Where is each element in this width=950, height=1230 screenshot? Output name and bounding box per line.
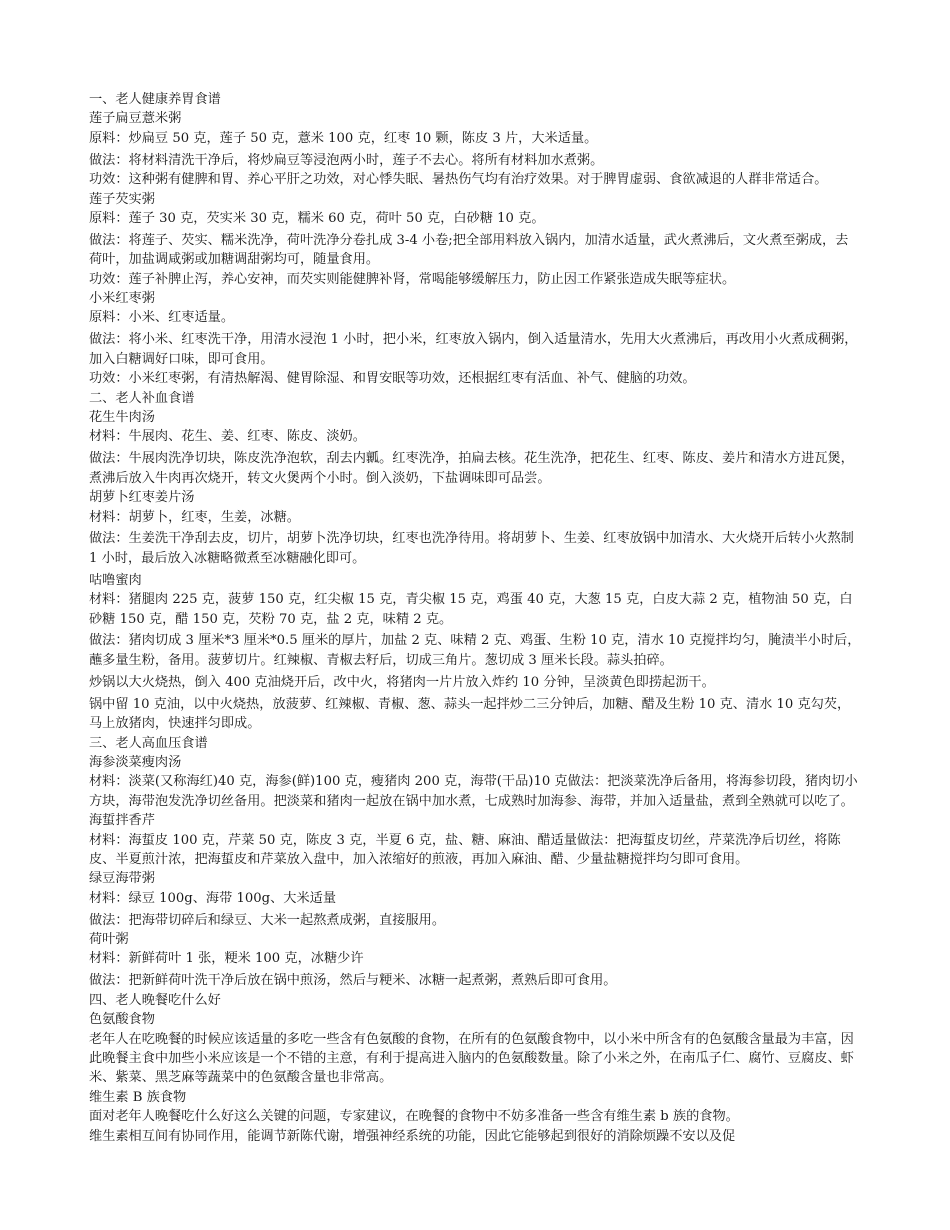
recipe-title: 海蜇拌香芹 [89, 813, 155, 829]
recipe-method: 做法：把海带切碎后和绿豆、大米一起熬煮成粥，直接服用。 [89, 912, 446, 928]
recipe-title: 咕噜蜜肉 [89, 572, 142, 588]
recipe-effect: 功效：小米红枣粥，有清热解渴、健胃除湿、和胃安眠等功效，还根据红枣有活血、补气、健脑的功效。 [89, 371, 696, 387]
recipe-ingredients: 材料：新鲜荷叶 1 张，粳米 100 克，冰糖少许 [89, 951, 364, 967]
recipe-ingredients: 原料：小米、红枣适量。 [89, 310, 235, 326]
recipe-method: 做法：牛展肉洗净切块，陈皮洗净泡软，刮去内瓤。红枣洗净，拍扁去核。花生洗净，把花生、红枣、陈皮、姜片和清水方进瓦煲，煮沸后放入牛肉再次烧开，转文火煲两个小时。倒入淡奶，下盐调味即可品尝。 [89, 451, 854, 486]
recipe-title: 荷叶粥 [89, 932, 129, 948]
recipe-method: 做法：生姜洗干净刮去皮，切片，胡萝卜洗净切块，红枣也洗净待用。将胡萝卜、生姜、红枣放锅中加清水、大火烧开后转小火熬制 1 小时，最后放入冰糖略微煮至冰糖融化即可。 [89, 531, 859, 566]
recipe-effect: 功效：这种粥有健脾和胃、养心平肝之功效，对心悸失眠、暑热伤气均有治疗效果。对于脾胃虚弱、食欲减退的人群非常适合。 [89, 172, 828, 188]
recipe-title: 绿豆海带粥 [89, 871, 155, 887]
recipe-ingredients: 原料：炒扁豆 50 克，莲子 50 克，薏米 100 克，红枣 10 颗，陈皮 3 片，大米适量。 [89, 130, 598, 146]
recipe-method: 做法：猪肉切成 3 厘米*3 厘米*0.5 厘米的厚片，加盐 2 克、味精 2 克、鸡蛋、生粉 10 克，清水 10 克搅拌均匀，腌渍半小时后，蘸多量生粉，备用。菠萝切片。红辣椒、青椒去籽后，切成三角片。葱切成 3 厘米长段。蒜头拍碎。 [89, 633, 861, 668]
recipe-method: 做法：将莲子、芡实、糯米洗净，荷叶洗净分卷扎成 3-4 小卷;把全部用料放入锅内，加清水适量，武火煮沸后，文火煮至粥成，去荷叶，加盐调咸粥或加糖调甜粥均可，随量食用。 [89, 232, 849, 268]
section-heading-dinner: 四、老人晚餐吃什么好 [89, 992, 221, 1008]
recipe-ingredients: 材料：猪腿肉 225 克，菠萝 150 克，红尖椒 15 克，青尖椒 15 克，鸡蛋 40 克，大葱 15 克，白皮大蒜 2 克，植物油 50 克，白砂糖 150 克，醋 150 克，芡粉 70 克，盐 2 克，味精 2 克。 [89, 592, 853, 627]
recipe-title: 海参淡菜瘦肉汤 [89, 754, 182, 770]
paragraph: 老年人在吃晚餐的时候应该适量的多吃一些含有色氨酸的食物，在所有的色氨酸食物中，以小米中所含有的色氨酸含量最为丰富，因此晚餐主食中加些小米应该是一个不错的主意，有利于提高进入脑内的色氨酸数量。除了小米之外，在南瓜子仁、腐竹、豆腐皮、虾米、紫菜、黑芝麻等蔬菜中的色氨酸含量也非常高。 [89, 1031, 854, 1086]
recipe-ingredients: 材料：牛展肉、花生、姜、红枣、陈皮、淡奶。 [89, 429, 366, 445]
section-heading-blood: 二、老人补血食谱 [89, 390, 195, 406]
recipe-method: 做法：将小米、红枣洗干净，用清水浸泡 1 小时，把小米，红枣放入锅内，倒入适量清水，先用大火煮沸后，再改用小火煮成稠粥，加入白糖调好口味，即可食用。 [89, 332, 858, 367]
paragraph: 面对老年人晚餐吃什么好这么关键的问题，专家建议，在晚餐的食物中不妨多准备一些含有维生素 b 族的食物。 [89, 1109, 739, 1125]
subsection-title: 色氨酸食物 [89, 1012, 155, 1028]
recipe-title: 小米红枣粥 [89, 291, 155, 307]
recipe-ingredients: 材料：绿豆 100g、海带 100g、大米适量 [89, 890, 337, 906]
recipe-title: 花生牛肉汤 [89, 410, 155, 425]
subsection-title: 维生素 B 族食物 [89, 1089, 187, 1105]
recipe-method: 做法：将材料清洗干净后，将炒扁豆等浸泡两小时，莲子不去心。将所有材料加水煮粥。 [89, 152, 604, 168]
recipe-method: 做法：把新鲜荷叶洗干净后放在锅中煎汤，然后与粳米、冰糖一起煮粥，煮熟后即可食用。 [89, 973, 617, 989]
recipe-method-step: 锅中留 10 克油，以中火烧热，放菠萝、红辣椒、青椒、葱、蒜头一起拌炒二三分钟后，加糖、醋及生粉 10 克、清水 10 克勾芡，马上放猪肉，快速拌匀即成。 [89, 696, 851, 732]
paragraph: 维生素相互间有协同作用，能调节新陈代谢，增强神经系统的功能，因此它能够起到很好的消除烦躁不安以及促 [89, 1128, 736, 1144]
recipe-ingredients: 原料：莲子 30 克，芡实米 30 克，糯米 60 克，荷叶 50 克，白砂糖 10 克。 [89, 210, 545, 226]
recipe-ingredients: 材料：胡萝卜，红枣，生姜，冰糖。 [89, 509, 300, 525]
section-heading-pressure: 三、老人高血压食谱 [89, 735, 208, 751]
document-page [89, 90, 861, 1146]
recipe-title: 莲子扁豆薏米粥 [89, 111, 182, 127]
recipe-ingredients: 材料：海蜇皮 100 克，芹菜 50 克，陈皮 3 克，半夏 6 克，盐、糖、麻油、醋适量做法：把海蜇皮切丝，芹菜洗净后切丝，将陈皮、半夏煎汁浓，把海蜇皮和芹菜放入盘中，加入浓缩好的煎液，再加入麻油、醋、少量盐糖搅拌均匀即可食用。 [89, 832, 841, 867]
recipe-method-step: 炒锅以大火烧热，倒入 400 克油烧开后，改中火，将猪肉一片片放入炸约 10 分钟，呈淡黄色即捞起沥干。 [89, 674, 715, 690]
recipe-title: 胡萝卜红枣姜片汤 [89, 490, 195, 506]
section-heading-stomach: 一、老人健康养胃食谱 [89, 92, 221, 107]
recipe-ingredients: 材料：淡菜(又称海红)40 克，海参(鲜)100 克，瘦猪肉 200 克，海带(干品)10 克做法：把淡菜洗净后备用，将海参切段，猪肉切小方块，海带泡发洗净切丝备用。把淡菜和猪肉一起放在锅中加水煮，七成熟时加海参、海带，并加入适量盐，煮到全熟就可以吃了。 [89, 774, 858, 809]
recipe-title: 莲子芡实粥 [89, 191, 155, 207]
recipe-effect: 功效：莲子补脾止泻，养心安神，而芡实则能健脾补肾，常喝能够缓解压力，防止因工作紧张造成失眠等症状。 [89, 271, 736, 287]
